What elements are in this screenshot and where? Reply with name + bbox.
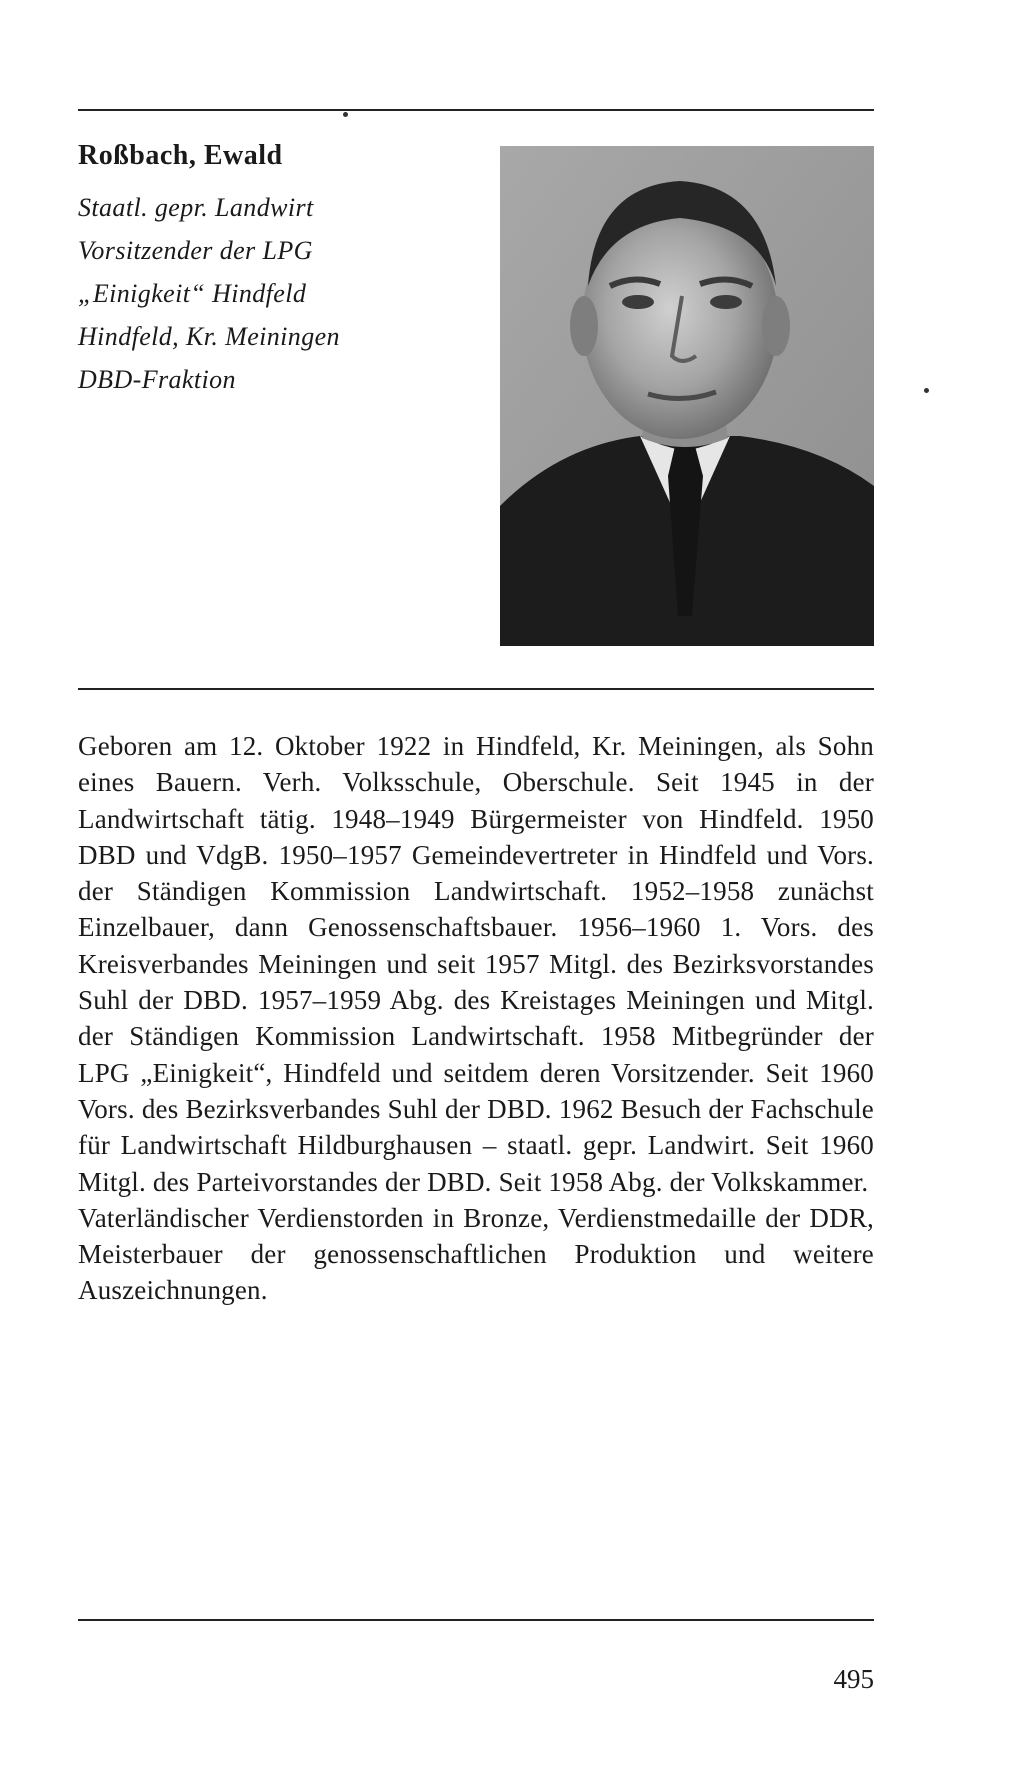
entry-header [78,140,478,401]
top-rule [78,109,874,111]
bottom-rule [78,1619,874,1621]
person-name: Roßbach, Ewald [78,140,283,171]
role-faction: DBD-Fraktion [78,365,236,394]
section-rule [78,688,874,690]
biography-career: Geboren am 12. Oktober 1922 in Hindfeld, Kr. Meiningen, als Sohn eines Bauern. Verh. Volksschule, Oberschule. Seit 1945 in der Landwirtschaft tätig. 1948–1949 Bürgermeister von Hindfeld. 1950 DBD und VdgB. 1950–1957 Gemeindevertreter in Hindfeld und Vors. der Ständigen Kommission Landwirtschaft. 1952–1958 zunächst Einzelbauer, dann Genossenschaftsbauer. 1956–1960 1. Vors. des Kreisverbandes Meiningen und seit 1957 Mitgl. des Bezirksvorstandes Suhl der DBD. 1957–1959 Abg. des Kreistages Meiningen und Mitgl. der Ständigen Kommission Landwirtschaft. 1958 Mitbegründer der LPG „Einigkeit“, Hindfeld und seitdem deren Vorsitzender. Seit 1960 Vors. des Bezirksverbandes Suhl der DBD. 1962 Besuch der Fachschule für Landwirtschaft Hildburghausen – staatl. gepr. Landwirt. Seit 1960 Mitgl. des Parteivorstandes der DBD. Seit 1958 Abg. der Volkskammer. [78,731,874,1197]
role-organization: „Einigkeit“ Hindfeld [78,279,307,308]
biography-text [78,728,874,1309]
portrait-photo [500,146,874,646]
biography-awards: Vaterländischer Verdienstorden in Bronze, Verdienstmedaille der DDR, Meisterbauer der genossenschaftlichen Produktion und weitere Auszeichnungen. [78,1202,874,1306]
print-speck [924,388,929,393]
role-position: Vorsitzender der LPG [78,236,313,265]
role-residence: Hindfeld, Kr. Meiningen [78,322,340,351]
page-number: 495 [833,1664,874,1694]
role-qualification: Staatl. gepr. Landwirt [78,193,314,222]
print-speck [343,112,348,117]
portrait-illustration [500,146,874,646]
